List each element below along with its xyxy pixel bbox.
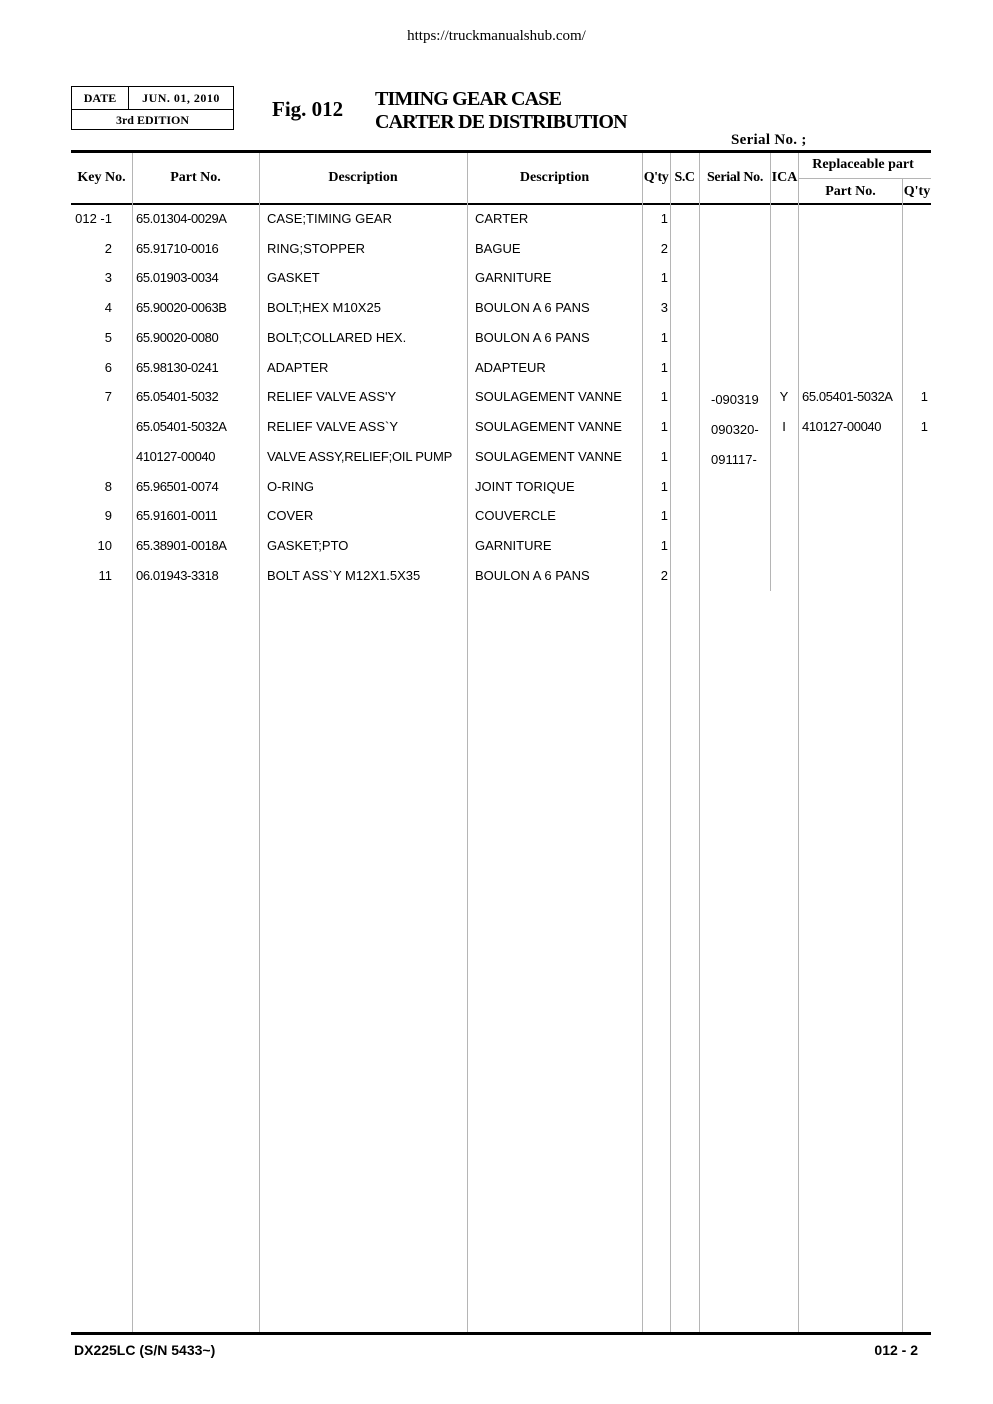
- part-no-cell: 65.91710-0016: [136, 241, 219, 256]
- part-no-cell: 65.90020-0063B: [136, 300, 227, 315]
- part-no-cell: 65.98130-0241: [136, 360, 219, 375]
- description-cell: CASE;TIMING GEAR: [267, 211, 392, 226]
- edition-label: 3rd EDITION: [115, 113, 189, 127]
- part-no-cell: 65.01903-0034: [136, 270, 219, 285]
- part-no-cell: 65.90020-0080: [136, 330, 219, 345]
- description-cell: RING;STOPPER: [267, 241, 366, 256]
- replaceable-qty-cell: 1: [920, 419, 928, 434]
- qty-cell: 1: [660, 211, 668, 226]
- qty-cell: 1: [660, 419, 668, 434]
- table-row: [0, 479, 993, 509]
- description-fr-cell: BOULON A 6 PANS: [475, 300, 590, 315]
- table-row: [0, 538, 993, 568]
- figure-number: Fig. 012: [272, 97, 344, 121]
- description-fr-cell: CARTER: [475, 211, 529, 226]
- qty-cell: 1: [660, 508, 668, 523]
- description-fr-cell: JOINT TORIQUE: [475, 479, 575, 494]
- header-description: Description: [328, 170, 398, 185]
- qty-cell: 1: [660, 389, 668, 404]
- header-key-no: Key No.: [77, 170, 126, 185]
- table-row: [0, 419, 993, 449]
- serial-no-cell: 091117-: [711, 452, 757, 467]
- description-cell: BOLT;HEX M10X25: [267, 300, 381, 315]
- date-row: [72, 87, 233, 110]
- table-row: [0, 330, 993, 360]
- qty-cell: 1: [660, 360, 668, 375]
- description-cell: ADAPTER: [267, 360, 329, 375]
- description-cell: RELIEF VALVE ASS`Y: [267, 419, 399, 434]
- part-no-cell: 65.05401-5032: [136, 389, 219, 404]
- replaceable-part-no-cell: 65.05401-5032A: [802, 389, 893, 404]
- part-no-cell: 65.38901-0018A: [136, 538, 227, 553]
- description-cell: GASKET;PTO: [267, 538, 349, 553]
- table-row: [0, 360, 993, 390]
- qty-cell: 2: [660, 241, 668, 256]
- key-no-cell: 8: [104, 479, 112, 494]
- date-box: [71, 86, 234, 130]
- description-fr-cell: GARNITURE: [475, 538, 552, 553]
- part-no-cell: 06.01943-3318: [136, 568, 219, 583]
- key-no-cell: 7: [104, 389, 112, 404]
- title-english: TIMING GEAR CASE: [375, 88, 562, 110]
- table-row: [0, 568, 993, 598]
- description-fr-cell: SOULAGEMENT VANNE: [475, 389, 622, 404]
- description-cell: O-RING: [267, 479, 314, 494]
- serial-number-label: Serial No. ;: [731, 132, 807, 148]
- table-row: [0, 389, 993, 419]
- qty-cell: 1: [660, 538, 668, 553]
- table-row: [0, 211, 993, 241]
- date-label: DATE: [72, 87, 129, 109]
- table-bottom-rule: [71, 1332, 931, 1335]
- description-cell: VALVE ASSY,RELIEF;OIL PUMP: [267, 449, 453, 464]
- key-no-cell: 11: [98, 568, 112, 583]
- description-fr-cell: SOULAGEMENT VANNE: [475, 419, 622, 434]
- description-fr-cell: BOULON A 6 PANS: [475, 330, 590, 345]
- ica-cell: I: [782, 419, 786, 434]
- key-no-cell: 3: [104, 270, 112, 285]
- table-row: [0, 270, 993, 300]
- replaceable-qty-cell: 1: [920, 389, 928, 404]
- header-replaceable-qty: Q'ty: [903, 184, 931, 199]
- header-serial-no: Serial No.: [706, 170, 764, 185]
- key-no-cell: 4: [104, 300, 112, 315]
- table-row: [0, 508, 993, 538]
- part-no-cell: 410127-00040: [136, 449, 216, 464]
- part-no-cell: 65.96501-0074: [136, 479, 219, 494]
- date-value: JUN. 01, 2010: [142, 91, 220, 105]
- table-header-rule: [71, 203, 931, 205]
- qty-cell: 1: [660, 270, 668, 285]
- description-fr-cell: BAGUE: [475, 241, 521, 256]
- description-cell: BOLT ASS`Y M12X1.5X35: [267, 568, 421, 583]
- header-replaceable-part-no: Part No.: [825, 184, 876, 199]
- description-cell: BOLT;COLLARED HEX.: [267, 330, 407, 345]
- description-fr-cell: COUVERCLE: [475, 508, 556, 523]
- description-fr-cell: GARNITURE: [475, 270, 552, 285]
- footer-page-number: 012 - 2: [874, 1342, 918, 1358]
- table-row: [0, 300, 993, 330]
- replaceable-divider: [799, 178, 931, 179]
- description-cell: COVER: [267, 508, 314, 523]
- table-top-rule: [71, 150, 931, 153]
- description-fr-cell: ADAPTEUR: [475, 360, 546, 375]
- key-no-cell: 2: [104, 241, 112, 256]
- replaceable-part-no-cell: 410127-00040: [802, 419, 882, 434]
- table-row: [0, 449, 993, 479]
- header-ica: ICA: [771, 170, 798, 185]
- qty-cell: 1: [660, 479, 668, 494]
- qty-cell: 1: [660, 330, 668, 345]
- source-url: https://truckmanualshub.com/: [407, 28, 586, 44]
- qty-cell: 3: [660, 300, 668, 315]
- part-no-cell: 65.05401-5032A: [136, 419, 227, 434]
- ica-cell: Y: [779, 389, 789, 404]
- key-no-cell: 012 -1: [75, 211, 112, 226]
- qty-cell: 2: [660, 568, 668, 583]
- header-description-fr: Description: [519, 170, 590, 185]
- header-sc: S.C: [674, 170, 695, 185]
- serial-no-cell: 090320-: [711, 422, 759, 437]
- key-no-cell: 10: [97, 538, 112, 553]
- key-no-cell: 5: [104, 330, 112, 345]
- description-fr-cell: BOULON A 6 PANS: [475, 568, 590, 583]
- title-french: CARTER DE DISTRIBUTION: [375, 111, 627, 133]
- qty-cell: 1: [660, 449, 668, 464]
- description-fr-cell: SOULAGEMENT VANNE: [475, 449, 622, 464]
- key-no-cell: 9: [104, 508, 112, 523]
- description-cell: GASKET: [267, 270, 320, 285]
- header-replaceable-part: Replaceable part: [812, 157, 914, 172]
- header-part-no: Part No.: [170, 170, 221, 185]
- header-qty: Q'ty: [643, 170, 669, 185]
- serial-no-cell: -090319: [711, 392, 759, 407]
- table-row: [0, 241, 993, 271]
- part-no-cell: 65.91601-0011: [136, 508, 218, 523]
- footer-model: DX225LC (S/N 5433~): [74, 1342, 216, 1358]
- key-no-cell: 6: [104, 360, 112, 375]
- description-cell: RELIEF VALVE ASS'Y: [267, 389, 397, 404]
- part-no-cell: 65.01304-0029A: [136, 211, 227, 226]
